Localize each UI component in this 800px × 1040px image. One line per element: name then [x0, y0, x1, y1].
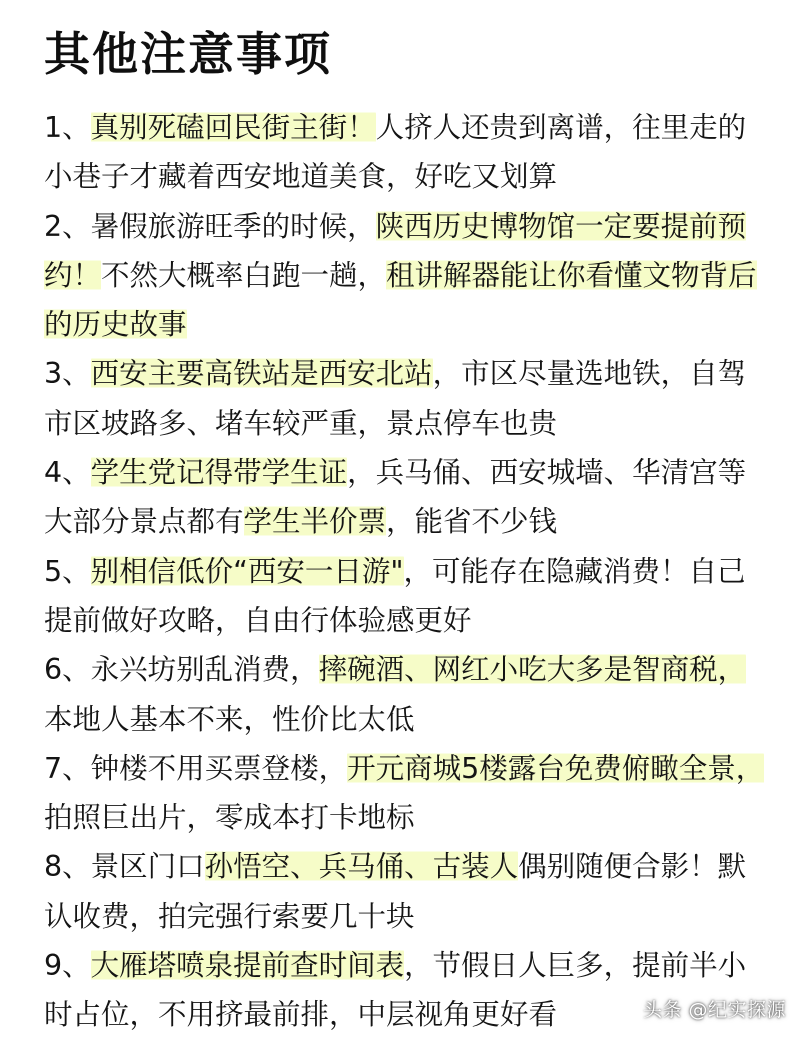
note-number: 6、 — [44, 653, 91, 687]
note-item — [44, 941, 774, 1040]
note-text: 人挤人还贵到离谱，往里走的小巷子才藏着西安地道美食，好吃又划算 — [44, 111, 747, 194]
note-text: 拍照巨出片，零成本打卡地标 — [44, 801, 415, 835]
highlighted-text: 孙悟空、兵马俑、古装人 — [204, 850, 519, 884]
note-text: ，能省不少钱 — [386, 505, 558, 539]
note-number: 8、 — [44, 850, 91, 884]
note-number: 7、 — [44, 751, 91, 785]
note-item — [44, 202, 774, 350]
note-number: 1、 — [44, 111, 91, 144]
note-text: 暑假旅游旺季的时候， — [90, 209, 376, 243]
highlighted-text: 真别死磕回民街主街！ — [90, 111, 376, 144]
highlighted-text: 别相信低价“西安一日游" — [90, 554, 404, 588]
note-text: ，兵马俑、西安城墙、华清宫等大部分景点都有 — [44, 456, 747, 539]
highlighted-text: 学生半价票 — [243, 505, 387, 539]
note-text: ，市区尽量选地铁，自驾市区坡路多、堵车较严重，景点停车也贵 — [44, 357, 747, 440]
watermark: 头条 @纪实探源 — [642, 999, 786, 1021]
note-number: 2、 — [44, 209, 91, 243]
highlighted-text: 摔碗酒、网红小吃大多是智商税， — [318, 653, 747, 687]
note-item — [44, 103, 774, 202]
note-text: ，节假日人巨多，提前半小时占位，不用挤最前排，中层视角更好看 — [44, 949, 747, 1032]
note-item — [44, 448, 774, 547]
note-text: 钟楼不用买票登楼， — [90, 751, 348, 785]
page-title: 其他注意事项 — [44, 27, 332, 81]
note-text: 不然大概率白跑一趟， — [101, 258, 387, 292]
highlighted-text: 西安主要高铁站是西安北站 — [90, 357, 433, 391]
note-text: 偶别随便合影！默认收费，拍完强行索要几十块 — [44, 850, 747, 933]
highlighted-text: 开元商城5楼露台免费俯瞰全景， — [347, 751, 765, 785]
notes-list — [44, 103, 774, 1040]
note-text: 景区门口 — [90, 850, 205, 884]
highlighted-text: 陕西历史博物馆一定要提前预约！ — [44, 209, 747, 292]
note-item — [44, 349, 774, 448]
highlighted-text: 租讲解器能让你看懂文物背后的历史故事 — [44, 258, 757, 342]
note-item — [44, 547, 774, 646]
note-number: 3、 — [44, 357, 91, 391]
note-text: 永兴坊别乱消费， — [90, 653, 319, 687]
note-text: ，可能存在隐藏消费！自己提前做好攻略，自由行体验感更好 — [44, 554, 746, 637]
note-item — [44, 645, 774, 744]
note-number: 5、 — [44, 554, 91, 588]
note-number: 4、 — [44, 456, 91, 490]
highlighted-text: 学生党记得带学生证 — [90, 456, 348, 490]
highlighted-text: 大雁塔喷泉提前查时间表 — [90, 949, 405, 983]
note-item — [44, 744, 774, 843]
note-item — [44, 842, 774, 941]
note-text: 本地人基本不来，性价比太低 — [44, 702, 415, 736]
note-number: 9、 — [44, 949, 91, 983]
